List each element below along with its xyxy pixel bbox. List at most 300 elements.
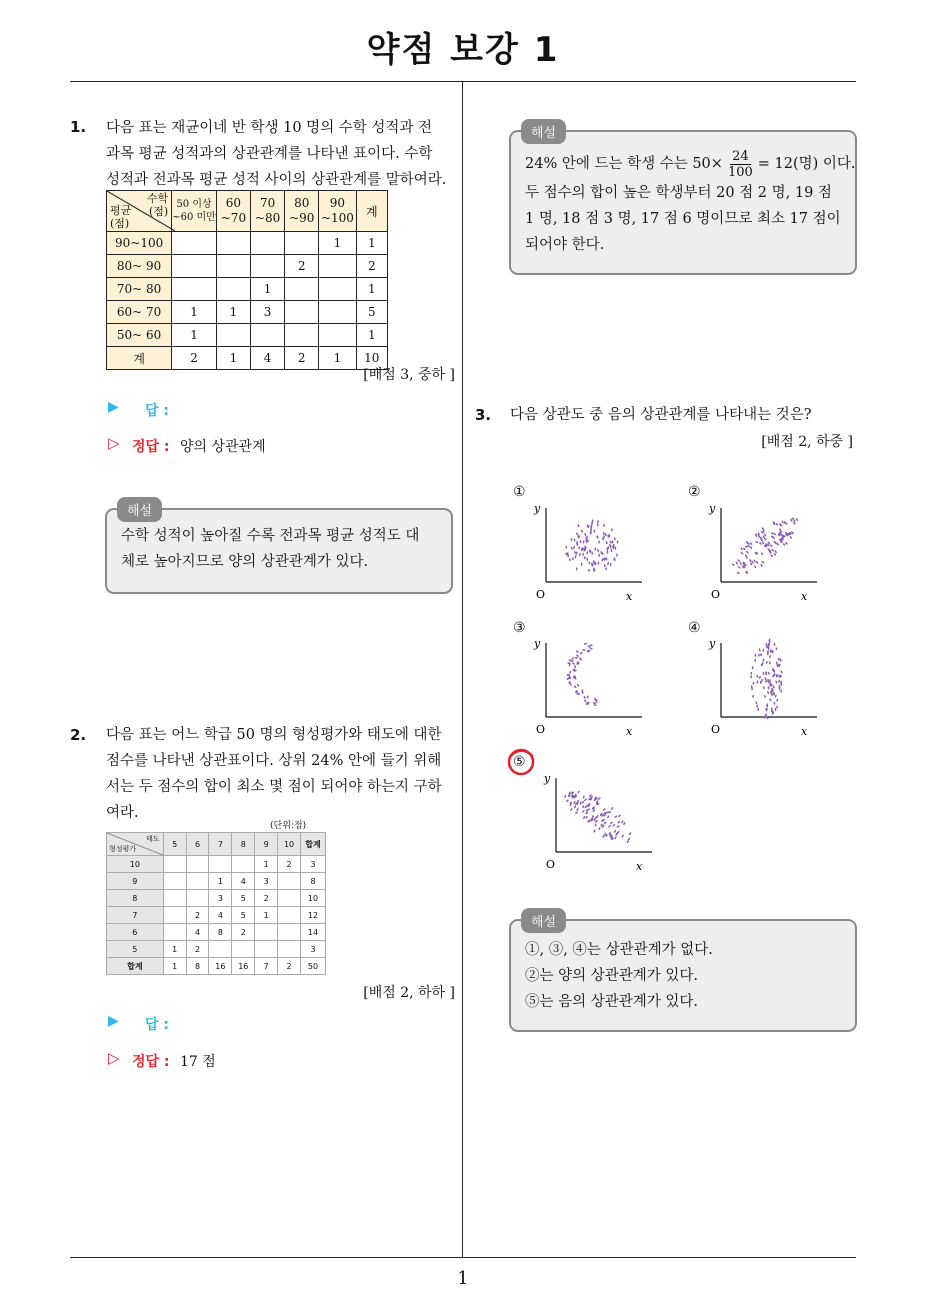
table-cell: 2: [278, 856, 301, 873]
scatter-point: [593, 530, 595, 533]
table-cell: 5: [232, 890, 255, 907]
row-header: 계: [107, 347, 172, 370]
explanation-line: ①, ③, ④는 상관관계가 없다.: [525, 942, 713, 958]
table-cell: [163, 890, 186, 907]
table-row: [107, 873, 326, 890]
scatter-point: [575, 657, 578, 659]
table-cell: 2: [172, 347, 217, 370]
scatter-point: [766, 661, 768, 664]
scatter-point: [763, 686, 765, 689]
table-cell: [319, 301, 356, 324]
scatter-point: [778, 657, 780, 661]
q2-text-line: 서는 두 점수의 합이 최소 몇 점이 되어야 하는지 구하: [106, 779, 442, 795]
q1-explanation-text: [121, 523, 439, 575]
q2-correct-value: 17 점: [180, 1054, 216, 1070]
explanation-tag: 해설: [521, 908, 566, 933]
table-cell: [186, 856, 209, 873]
scatter-point: [598, 540, 600, 543]
table-cell: [278, 924, 301, 941]
scatter-point: [616, 825, 620, 828]
scatter-point: [574, 665, 576, 668]
scatter-point: [616, 540, 618, 543]
scatter-point: [594, 823, 597, 827]
answer-circle-mark-icon: [505, 746, 537, 778]
q2-text: [106, 722, 458, 826]
q2-col-header: 7: [209, 833, 232, 856]
table-cell: 14: [301, 924, 326, 941]
table-cell: 2: [356, 255, 387, 278]
table-cell: 3: [301, 856, 326, 873]
q1-correct-label: 정답 :: [132, 439, 170, 455]
table-cell: 50: [301, 958, 326, 975]
row-header: 10: [107, 856, 164, 873]
scatter-point: [769, 698, 772, 702]
scatter-point: [781, 520, 784, 524]
scatter-point: [775, 694, 777, 698]
table-cell: 1: [319, 232, 356, 255]
scatter-point: [565, 546, 567, 549]
scatter-point: [611, 528, 613, 531]
scatter-point: [585, 812, 589, 815]
table-cell: [163, 924, 186, 941]
scatter-point: [581, 563, 583, 566]
scatter-point: [598, 554, 601, 558]
q2-table: [106, 832, 326, 975]
q2-points: [배점 2, 하하 ]: [363, 985, 455, 1001]
scatter-point: [569, 671, 571, 674]
scatter-plot-1[interactable]: [530, 500, 645, 605]
table-row: [107, 924, 326, 941]
scatter-point: [793, 522, 796, 525]
scatter-point: [769, 544, 773, 547]
corner-bottom-label: 형성평가: [109, 845, 137, 853]
scatter-point: [757, 680, 759, 683]
scatter-point: [612, 824, 615, 827]
scatter-point: [584, 556, 586, 559]
scatter-point: [616, 553, 619, 557]
scatter-point: [775, 523, 779, 526]
scatter-point: [577, 790, 580, 794]
scatter-point: [573, 685, 576, 688]
scatter-point: [583, 695, 585, 699]
q2-text-line: 여라.: [106, 805, 139, 821]
scatter-point: [583, 540, 585, 543]
scatter-point: [574, 551, 576, 554]
table-cell: [319, 324, 356, 347]
scatter-point: [610, 821, 613, 824]
scatter-plot-5[interactable]: [540, 770, 655, 875]
scatter-point: [762, 658, 764, 661]
q1-correct-value: 양의 상관관계: [180, 439, 266, 455]
q3-explanation-box: [509, 915, 857, 1032]
table-cell: [285, 232, 319, 255]
table-cell: 2: [285, 255, 319, 278]
scatter-point: [618, 814, 621, 817]
x-axis-label: x: [626, 590, 633, 603]
option-2-label[interactable]: ②: [688, 484, 701, 500]
scatter-point: [769, 655, 771, 658]
scatter-point: [598, 562, 600, 565]
scatter-point: [772, 711, 774, 714]
table-cell: 7: [255, 958, 278, 975]
row-header: 50~ 60: [107, 324, 172, 347]
scatter-point: [754, 565, 757, 569]
scatter-point: [775, 647, 777, 650]
scatter-point: [577, 684, 580, 688]
table-cell: 4: [209, 907, 232, 924]
scatter-point: [586, 558, 588, 561]
table-cell: [285, 278, 319, 301]
table-cell: 4: [251, 347, 285, 370]
y-axis-label: y: [544, 772, 551, 785]
table-cell: [216, 232, 250, 255]
scatter-point: [750, 542, 753, 546]
fraction: [726, 149, 755, 180]
q2-col-header: 8: [232, 833, 255, 856]
scatter-point: [614, 830, 617, 834]
q2-col-header: 6: [186, 833, 209, 856]
q2-correct-label: 정답 :: [132, 1054, 170, 1070]
table-cell: 1: [255, 907, 278, 924]
table-cell: 10: [301, 890, 326, 907]
table-row: [107, 890, 326, 907]
row-header: 60~ 70: [107, 301, 172, 324]
table-cell: [232, 856, 255, 873]
table-cell: 1: [251, 278, 285, 301]
table-cell: 8: [186, 958, 209, 975]
scatter-point: [614, 815, 618, 818]
scatter-point: [732, 563, 736, 566]
scatter-point: [582, 810, 585, 814]
origin-label: O: [546, 858, 556, 871]
scatter-point: [774, 702, 776, 705]
page-number: 1: [457, 1268, 469, 1289]
scatter-plot-3[interactable]: [530, 635, 645, 740]
scatter-point: [607, 551, 609, 554]
scatter-point: [566, 799, 569, 802]
q1-col-header: 계: [356, 191, 387, 232]
q1-text: [106, 115, 458, 193]
scatter-point: [591, 563, 593, 566]
answer-arrow-icon: ▶: [108, 1013, 119, 1029]
table-cell: 12: [301, 907, 326, 924]
scatter-point: [584, 699, 587, 703]
scatter-point: [603, 532, 605, 536]
explanation-tag: 해설: [117, 497, 162, 522]
scatter-point: [573, 546, 575, 549]
table-cell: [255, 941, 278, 958]
scatter-point: [570, 808, 573, 812]
table-cell: 2: [186, 907, 209, 924]
scatter-point: [758, 654, 760, 657]
q1-number: 1.: [70, 118, 87, 136]
scatter-point: [569, 558, 571, 561]
q1-table: [106, 190, 388, 370]
option-1-label[interactable]: ①: [513, 484, 526, 500]
scatter-point: [582, 805, 585, 809]
scatter-point: [585, 540, 587, 543]
scatter-point: [598, 797, 601, 800]
scatter-point: [749, 559, 752, 563]
table-cell: 4: [186, 924, 209, 941]
q2-col-header: 10: [278, 833, 301, 856]
scatter-point: [774, 550, 777, 554]
row-header: 합계: [107, 958, 164, 975]
q2-table-corner: [107, 833, 164, 856]
scatter-point: [738, 566, 742, 569]
table-cell: 3: [255, 873, 278, 890]
scatter-point: [604, 564, 606, 567]
q1-text-line: 과목 평균 성적과의 상관관계를 나타낸 표이다. 수학: [106, 146, 433, 162]
scatter-point: [743, 548, 747, 551]
scatter-point: [586, 551, 588, 555]
table-cell: 8: [301, 873, 326, 890]
scatter-point: [767, 691, 769, 694]
scatter-point: [573, 805, 576, 809]
scatter-point: [605, 567, 607, 570]
scatter-point: [756, 561, 759, 565]
scatter-point: [589, 644, 592, 646]
explanation-tag: 해설: [521, 119, 566, 144]
q1-text-line: 성적과 전과목 평균 성적 사이의 상관관계를 말하여라.: [106, 172, 447, 188]
fraction-denominator: 100: [727, 164, 753, 180]
answer-arrow-icon: ▶: [108, 399, 119, 415]
x-axis-label: x: [636, 860, 643, 873]
table-cell: 1: [356, 278, 387, 301]
scatter-point: [608, 824, 611, 827]
scatter-point: [770, 554, 773, 557]
q3-points: [배점 2, 하중 ]: [761, 434, 853, 450]
scatter-point: [606, 557, 608, 560]
table-cell: [278, 941, 301, 958]
table-cell: 1: [216, 301, 250, 324]
q1-col-header: 60 ~70: [216, 191, 250, 232]
explanation-fragment: 24% 안에 드는 학생 수는 50×: [525, 156, 723, 172]
table-cell: 16: [209, 958, 232, 975]
table-cell: 2: [255, 890, 278, 907]
scatter-point: [739, 562, 742, 566]
table-cell: [251, 324, 285, 347]
scatter-point: [623, 822, 626, 826]
scatter-point: [579, 801, 582, 805]
q1-points: [배점 3, 중하 ]: [363, 367, 455, 383]
scatter-point: [568, 791, 571, 795]
table-cell: 1: [172, 324, 217, 347]
scatter-point: [782, 543, 785, 546]
scatter-point: [752, 666, 754, 669]
scatter-point: [582, 553, 584, 556]
scatter-point: [761, 561, 765, 564]
column-divider: [462, 82, 463, 1257]
scatter-point: [776, 699, 778, 702]
scatter-point: [584, 643, 588, 646]
option-4-label[interactable]: ④: [688, 620, 701, 636]
scatter-plot-4[interactable]: [705, 635, 820, 740]
table-cell: [278, 907, 301, 924]
scatter-point: [584, 533, 586, 536]
table-cell: [163, 873, 186, 890]
scatter-point: [576, 808, 579, 812]
explanation-line: 두 점수의 합이 높은 학생부터 20 점 2 명, 19 점: [525, 185, 832, 201]
scatter-point: [789, 536, 792, 540]
scatter-point: [776, 705, 778, 708]
scatter-point: [610, 563, 612, 566]
option-5-label[interactable]: ⑤: [513, 754, 526, 770]
scatter-point: [753, 559, 756, 563]
table-cell: 16: [232, 958, 255, 975]
table-cell: 2: [232, 924, 255, 941]
scatter-point: [761, 552, 764, 556]
scatter-plot-2[interactable]: [705, 500, 820, 605]
scatter-point: [773, 685, 775, 688]
correct-arrow-icon: ▷: [108, 1049, 120, 1067]
q2-text-line: 점수를 나타낸 상관표이다. 상위 24% 안에 들기 위해: [106, 753, 442, 769]
scatter-point: [767, 672, 770, 676]
table-cell: [163, 856, 186, 873]
row-header: 5: [107, 941, 164, 958]
table-row: [107, 232, 388, 255]
q1-col-header: 50 이상 ~60 미만: [172, 191, 217, 232]
explanation-fragment: = 12(명) 이다.: [757, 156, 856, 172]
q1-answer-label: 답 :: [145, 403, 169, 419]
scatter-point: [737, 559, 740, 562]
table-cell: 1: [356, 324, 387, 347]
scatter-point: [564, 795, 567, 799]
explanation-line: ⑤는 음의 상관관계가 있다.: [525, 994, 699, 1010]
scatter-point: [614, 537, 616, 540]
scatter-point: [579, 652, 583, 655]
scatter-point: [755, 540, 759, 543]
q3-number: 3.: [475, 406, 492, 424]
scatter-point: [614, 836, 617, 840]
table-cell: 1: [163, 958, 186, 975]
row-header: 7: [107, 907, 164, 924]
scatter-point: [575, 555, 577, 558]
scatter-point: [571, 546, 573, 550]
scatter-point: [621, 820, 624, 824]
scatter-point: [767, 650, 769, 653]
scatter-point: [612, 540, 614, 543]
scatter-point: [571, 657, 574, 660]
table-cell: [255, 924, 278, 941]
table-row: [107, 278, 388, 301]
scatter-point: [591, 551, 593, 554]
scatter-point: [754, 659, 756, 662]
scatter-point: [627, 837, 630, 841]
table-cell: 1: [356, 232, 387, 255]
table-cell: 1: [255, 856, 278, 873]
correct-arrow-icon: ▷: [108, 434, 120, 452]
fraction-numerator: 24: [732, 148, 749, 164]
table-cell: 5: [232, 907, 255, 924]
table-cell: 1: [172, 301, 217, 324]
row-header: 8: [107, 890, 164, 907]
row-header: 90~100: [107, 232, 172, 255]
table-cell: [285, 324, 319, 347]
scatter-point: [576, 654, 579, 657]
table-cell: 3: [209, 890, 232, 907]
row-header: 9: [107, 873, 164, 890]
scatter-point: [768, 639, 770, 643]
page-title: 약점 보강 1: [366, 30, 560, 70]
corner-bottom-label: 평균 (점): [110, 204, 132, 230]
scatter-point: [757, 708, 759, 711]
table-cell: [216, 255, 250, 278]
q1-explanation-box: [105, 504, 453, 594]
scatter-point: [750, 672, 752, 675]
y-axis-label: y: [709, 502, 716, 515]
table-cell: [251, 232, 285, 255]
table-row: [107, 941, 326, 958]
row-header: 70~ 80: [107, 278, 172, 301]
scatter-point: [611, 807, 614, 811]
table-row: [107, 856, 326, 873]
table-cell: [278, 873, 301, 890]
scatter-point: [750, 675, 753, 679]
scatter-point: [773, 643, 775, 646]
scatter-point: [780, 689, 782, 693]
scatter-point: [603, 821, 607, 824]
scatter-point: [769, 661, 771, 665]
table-cell: [319, 278, 356, 301]
option-3-label[interactable]: ③: [513, 620, 526, 636]
q1-col-header: 90 ~100: [319, 191, 356, 232]
table-cell: 8: [209, 924, 232, 941]
explanation-line: 체로 높아지므로 양의 상관관계가 있다.: [121, 554, 369, 570]
scatter-point: [588, 569, 590, 572]
table-cell: [172, 232, 217, 255]
scatter-point: [755, 701, 757, 704]
table-cell: [216, 278, 250, 301]
table-cell: 2: [285, 347, 319, 370]
scatter-point: [629, 832, 632, 836]
scatter-point: [626, 840, 629, 844]
origin-label: O: [536, 723, 546, 736]
scatter-point: [778, 679, 780, 682]
scatter-point: [760, 564, 763, 568]
scatter-point: [761, 541, 764, 544]
top-rule: [70, 81, 856, 82]
q2-table-unit: (단위:점): [270, 821, 307, 831]
scatter-point: [795, 518, 798, 522]
table-cell: 10: [356, 347, 387, 370]
scatter-point: [752, 695, 754, 698]
origin-label: O: [536, 588, 546, 601]
scatter-point: [576, 532, 579, 536]
row-header: 80~ 90: [107, 255, 172, 278]
table-cell: [251, 255, 285, 278]
q1-table-corner: [107, 191, 172, 232]
x-axis-label: x: [626, 725, 633, 738]
scatter-point: [586, 695, 589, 699]
x-axis-label: x: [801, 590, 808, 603]
scatter-point: [760, 653, 762, 656]
q1-col-header: 70 ~80: [251, 191, 285, 232]
scatter-point: [759, 676, 761, 680]
table-cell: [172, 255, 217, 278]
table-cell: [209, 856, 232, 873]
scatter-point: [773, 553, 776, 557]
scatter-point: [735, 561, 738, 565]
table-cell: 1: [216, 347, 250, 370]
scatter-point: [584, 798, 587, 801]
scatter-point: [759, 542, 762, 545]
scatter-point: [572, 662, 576, 665]
y-axis-label: y: [709, 637, 716, 650]
table-cell: [285, 301, 319, 324]
scatter-point: [756, 675, 758, 678]
scatter-point: [609, 540, 612, 544]
